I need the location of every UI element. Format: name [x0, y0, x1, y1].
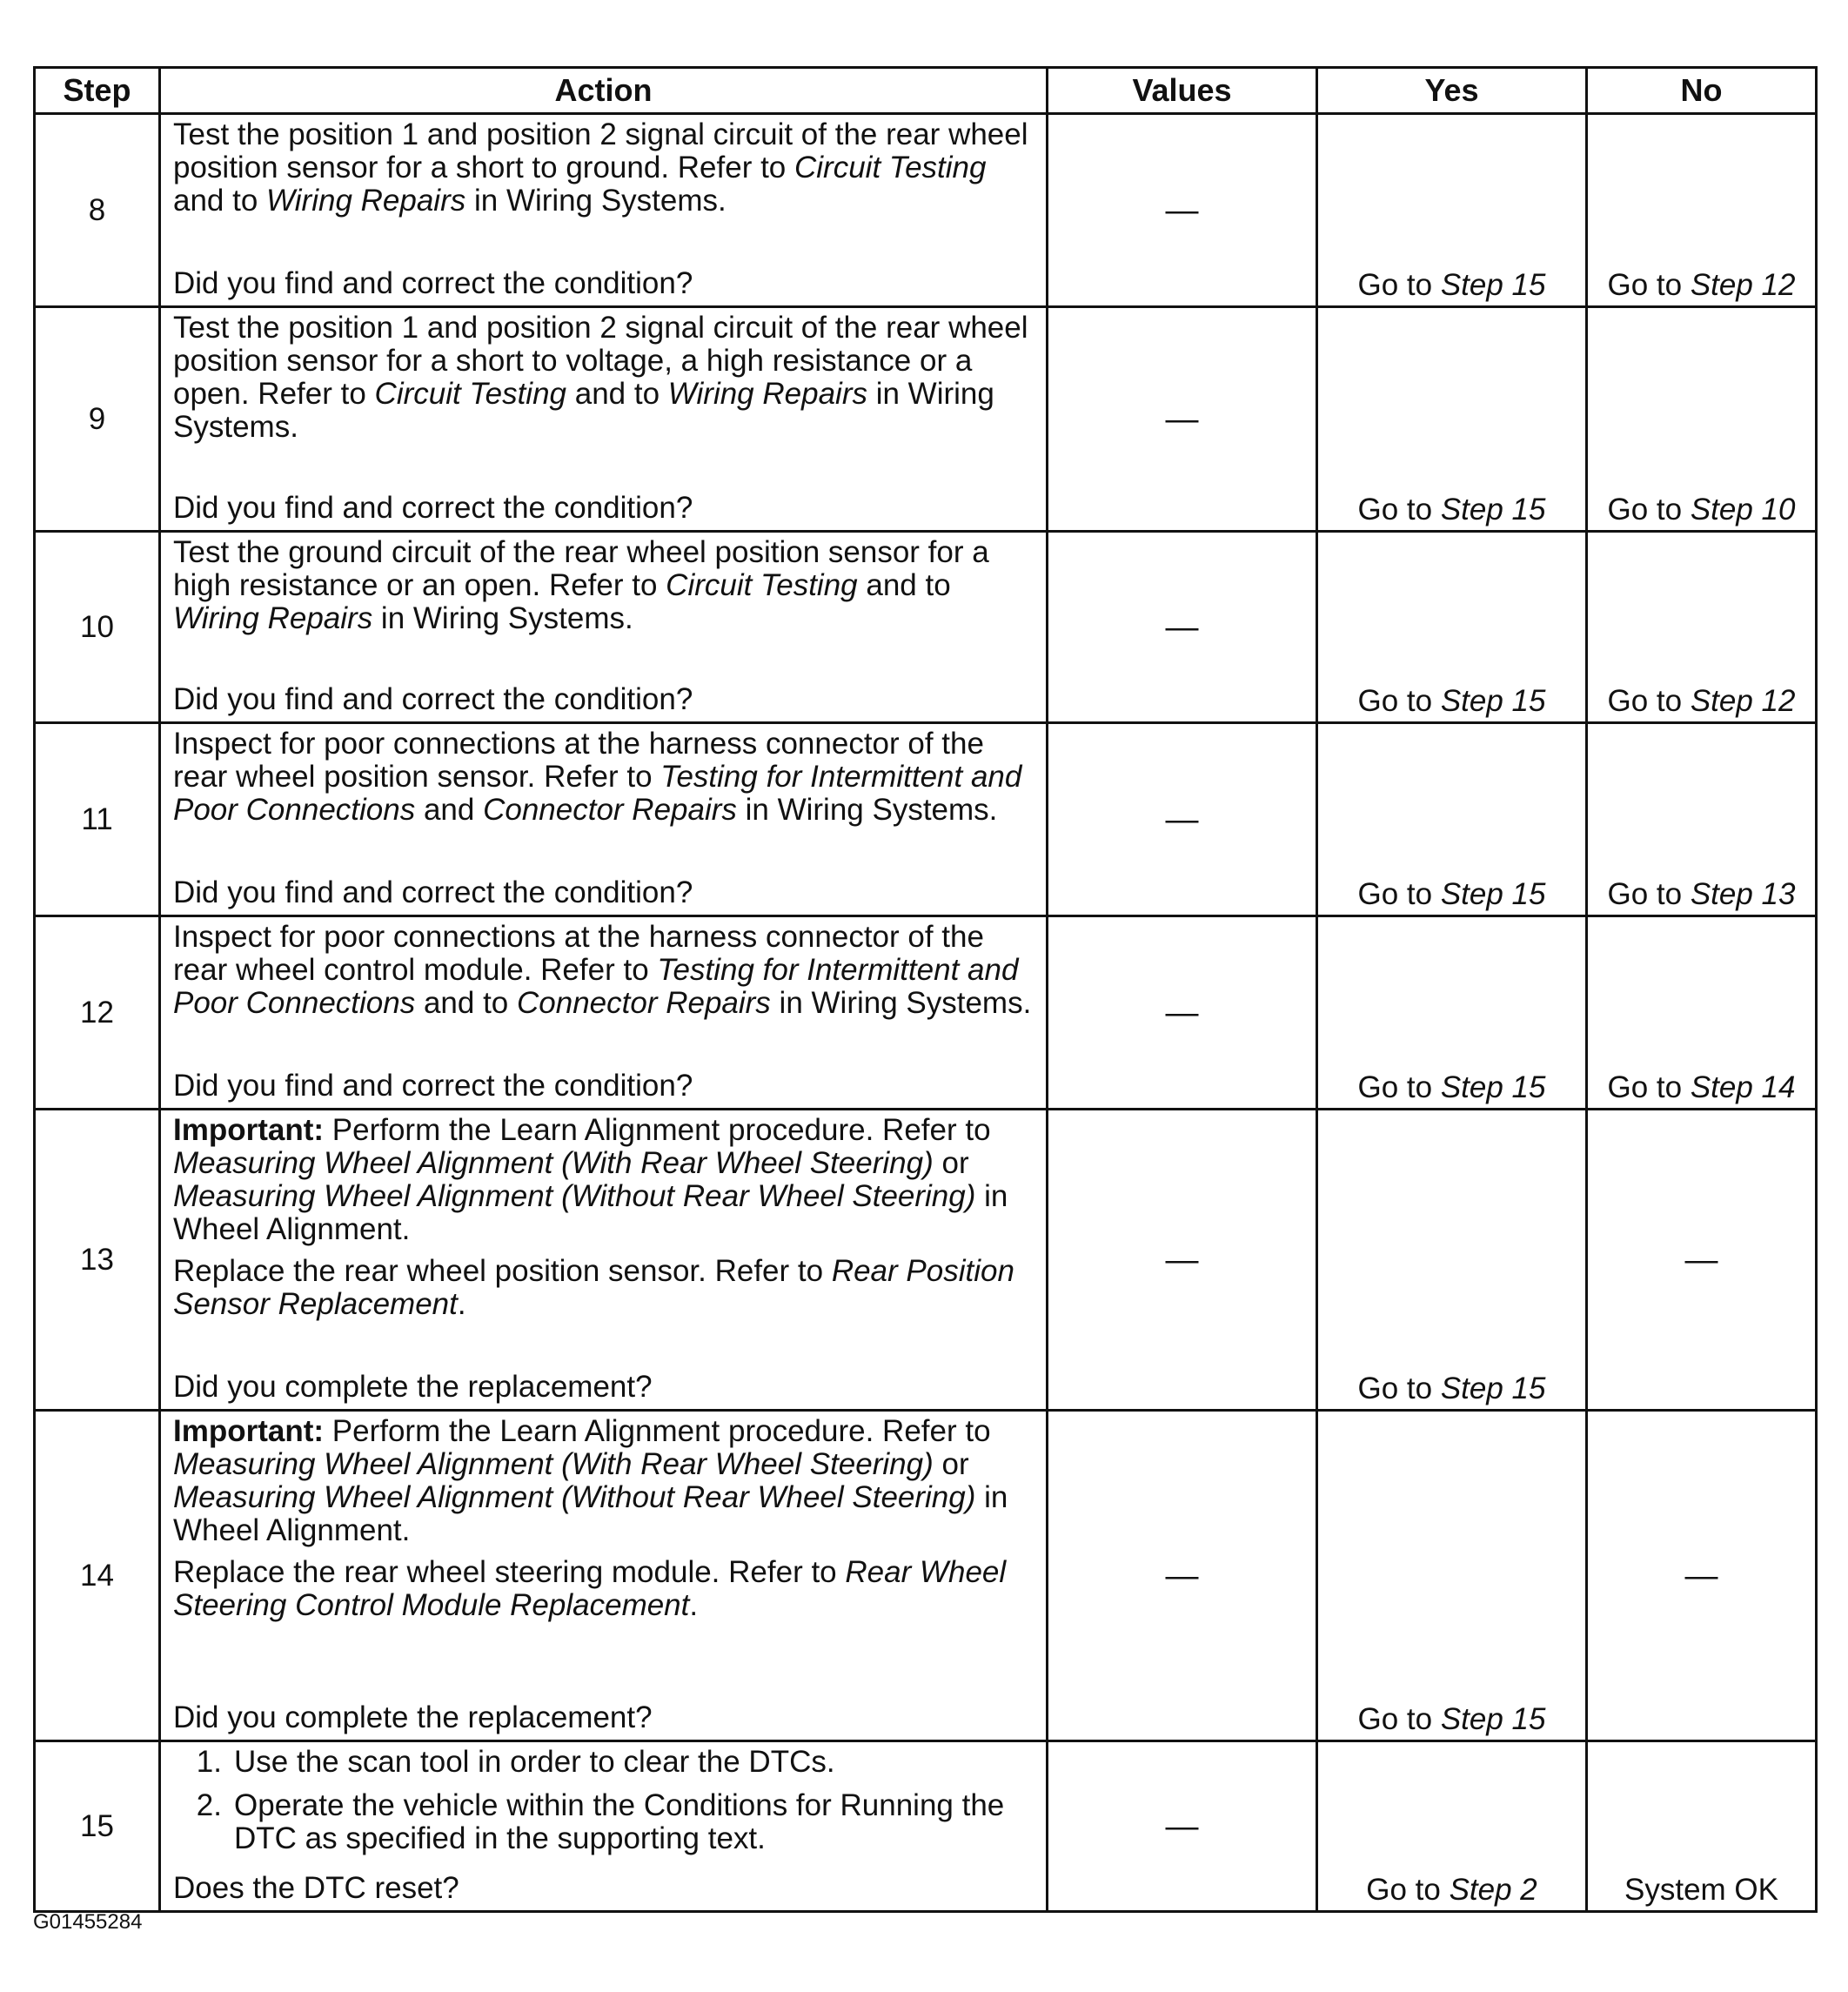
action-cell	[160, 1411, 1048, 1741]
table-row	[35, 723, 1817, 916]
no-result: Go to Step 12	[1587, 114, 1817, 307]
action-cell	[160, 916, 1048, 1110]
action-instruction: Replace the rear wheel steering module. Refer to Rear Wheel Steering Control Module Replacement.	[173, 1555, 1007, 1622]
yes-result: Go to Step 15	[1317, 114, 1587, 307]
action-cell	[160, 114, 1048, 307]
no-result: —	[1587, 1110, 1817, 1411]
yes-result: Go to Step 15	[1317, 1411, 1587, 1741]
list-item-number: 2.	[196, 1788, 222, 1822]
header-yes: Yes	[1317, 68, 1587, 114]
table-row	[35, 1411, 1817, 1741]
step-number: 10	[35, 532, 160, 723]
action-instruction: Inspect for poor connections at the harness connector of the rear wheel control module. Refer to Testing for Intermittent and Poor Connections and to Connector Repairs in Wiring Systems.	[173, 920, 1032, 1020]
table-row	[35, 532, 1817, 723]
step-number: 12	[35, 916, 160, 1110]
action-cell	[160, 1741, 1048, 1912]
header-no: No	[1587, 68, 1817, 114]
no-result: Go to Step 12	[1587, 532, 1817, 723]
header-step: Step	[35, 68, 160, 114]
action-instruction: Inspect for poor connections at the harness connector of the rear wheel position sensor. Refer to Testing for Intermittent and Poor Connections and Connector Repairs in Wiring Systems.	[173, 727, 1022, 827]
no-result: System OK	[1587, 1741, 1817, 1912]
table-body	[35, 114, 1817, 1912]
important-note: Important: Perform the Learn Alignment procedure. Refer to Measuring Wheel Alignment (With Rear Wheel Steering) or Measuring Wheel Alignment (Without Rear Wheel Steering) in Wheel Alignment.	[173, 1414, 1008, 1547]
step-number: 14	[35, 1411, 160, 1741]
values-cell: —	[1048, 916, 1317, 1110]
action-instruction: Test the position 1 and position 2 signal circuit of the rear wheel position sensor for a short to voltage, a high resistance or a open. Refer to Circuit Testing and to Wiring Repairs in Wiring Systems.	[173, 311, 1028, 444]
yes-result: Go to Step 2	[1317, 1741, 1587, 1912]
procedure-list	[173, 1746, 1041, 1855]
question-text: Did you complete the replacement?	[173, 1700, 653, 1734]
yes-result: Go to Step 15	[1317, 307, 1587, 532]
step-number: 15	[35, 1741, 160, 1912]
no-result: Go to Step 14	[1587, 916, 1817, 1110]
figure-id: G01455284	[33, 1910, 143, 1934]
values-cell: —	[1048, 723, 1317, 916]
procedure-list-item	[173, 1746, 1041, 1779]
yes-result: Go to Step 15	[1317, 1110, 1587, 1411]
header-action: Action	[160, 68, 1048, 114]
question-text: Did you find and correct the condition?	[173, 491, 693, 525]
yes-result: Go to Step 15	[1317, 532, 1587, 723]
table-row	[35, 1110, 1817, 1411]
question-text: Did you find and correct the condition?	[173, 875, 693, 909]
values-cell: —	[1048, 1110, 1317, 1411]
table-row	[35, 307, 1817, 532]
step-number: 8	[35, 114, 160, 307]
header-values: Values	[1048, 68, 1317, 114]
action-cell	[160, 532, 1048, 723]
step-number: 9	[35, 307, 160, 532]
question-text: Did you find and correct the condition?	[173, 266, 693, 300]
table-row	[35, 1741, 1817, 1912]
header-row	[35, 68, 1817, 114]
question-text: Did you complete the replacement?	[173, 1370, 653, 1404]
action-cell	[160, 1110, 1048, 1411]
values-cell: —	[1048, 307, 1317, 532]
action-instruction: Test the position 1 and position 2 signal circuit of the rear wheel position sensor for a short to ground. Refer to Circuit Testing and to Wiring Repairs in Wiring Systems.	[173, 117, 1028, 218]
question-text: Does the DTC reset?	[173, 1871, 459, 1905]
no-result: —	[1587, 1411, 1817, 1741]
table-row	[35, 916, 1817, 1110]
yes-result: Go to Step 15	[1317, 916, 1587, 1110]
yes-result: Go to Step 15	[1317, 723, 1587, 916]
table-row	[35, 114, 1817, 307]
action-instruction: Replace the rear wheel position sensor. Refer to Rear Position Sensor Replacement.	[173, 1254, 1014, 1321]
action-instruction: Test the ground circuit of the rear wheel position sensor for a high resistance or an open. Refer to Circuit Testing and to Wiring Repairs in Wiring Systems.	[173, 535, 989, 635]
question-text: Did you find and correct the condition?	[173, 1069, 693, 1103]
step-number: 13	[35, 1110, 160, 1411]
no-result: Go to Step 13	[1587, 723, 1817, 916]
no-result: Go to Step 10	[1587, 307, 1817, 532]
values-cell: —	[1048, 1411, 1317, 1741]
values-cell: —	[1048, 114, 1317, 307]
list-item-text: Operate the vehicle within the Conditions for Running the DTC as specified in the supporting text.	[234, 1788, 1005, 1855]
question-text: Did you find and correct the condition?	[173, 682, 693, 716]
action-cell	[160, 723, 1048, 916]
list-item-number: 1.	[196, 1745, 222, 1779]
important-note: Important: Perform the Learn Alignment procedure. Refer to Measuring Wheel Alignment (With Rear Wheel Steering) or Measuring Wheel Alignment (Without Rear Wheel Steering) in Wheel Alignment.	[173, 1113, 1008, 1246]
diagnostic-table	[33, 66, 1818, 1913]
values-cell: —	[1048, 1741, 1317, 1912]
values-cell: —	[1048, 532, 1317, 723]
action-cell	[160, 307, 1048, 532]
step-number: 11	[35, 723, 160, 916]
list-item-text: Use the scan tool in order to clear the DTCs.	[234, 1745, 835, 1779]
procedure-list-item	[173, 1789, 1041, 1855]
